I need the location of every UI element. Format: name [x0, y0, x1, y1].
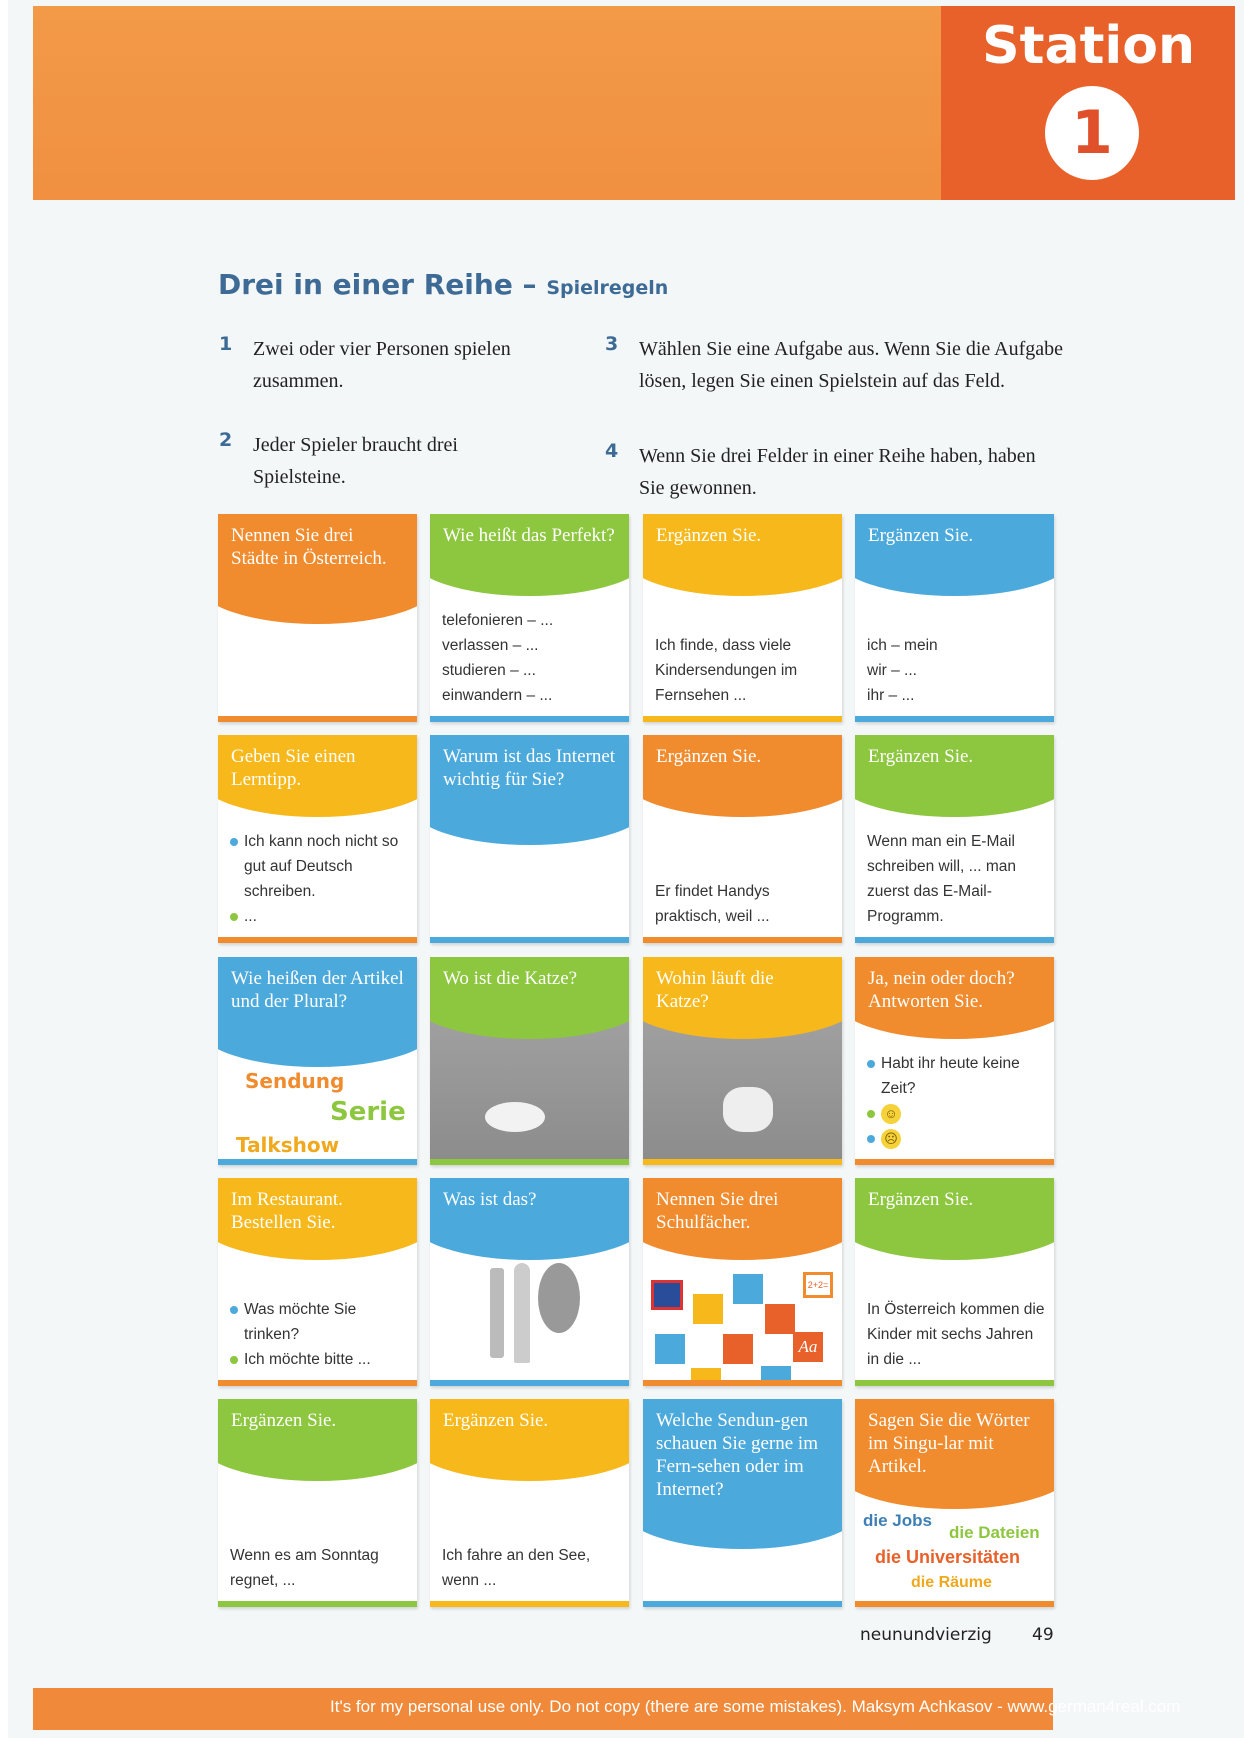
card-text: Was möchte Sie trinken? — [244, 1301, 357, 1343]
card-task: Welche Sendun-gen schauen Sie gerne im Fern-sehen oder im Internet? — [643, 1399, 842, 1549]
card-task: Was ist das? — [430, 1178, 629, 1260]
game-card[interactable] — [643, 957, 842, 1165]
station-number: 1 — [1045, 86, 1139, 180]
game-card[interactable] — [430, 514, 629, 722]
game-card[interactable] — [430, 735, 629, 943]
bullet-icon — [867, 1110, 875, 1118]
card-task: Ergänzen Sie. — [643, 735, 842, 817]
card-task: Nennen Sie drei Schulfächer. — [643, 1178, 842, 1260]
card-line: ihr – ... — [867, 687, 915, 704]
game-card[interactable] — [855, 957, 1054, 1165]
word-universitaeten: die Universitäten — [875, 1547, 1021, 1567]
card-stripe — [643, 1380, 842, 1386]
game-card[interactable] — [430, 1399, 629, 1607]
rule-number: 1 — [219, 333, 233, 355]
game-card[interactable] — [643, 735, 842, 943]
game-card[interactable] — [643, 1399, 842, 1607]
game-card[interactable] — [218, 1399, 417, 1607]
watermark-text: It's for my personal use only. Do not copy (there are some mistakes). Maksym Achkasov - www.german4real.com — [330, 1697, 1181, 1716]
card-stripe — [855, 1159, 1054, 1165]
card-stripe — [643, 1159, 842, 1165]
bullet-icon — [230, 1306, 238, 1314]
card-task: Warum ist das Internet wichtig für Sie? — [430, 735, 629, 845]
card-line: ich – mein — [867, 637, 938, 654]
card-task: Nennen Sie drei Städte in Österreich. — [218, 514, 417, 624]
word-sendung: Sendung — [245, 1069, 345, 1093]
card-text: Er findet Handys praktisch, weil ... — [655, 883, 770, 925]
game-card[interactable] — [430, 957, 629, 1165]
card-task: Ergänzen Sie. — [855, 735, 1054, 817]
card-line: verlassen – ... — [442, 637, 539, 654]
card-stripe — [855, 1380, 1054, 1386]
card-task: Wohin läuft die Katze? — [643, 957, 842, 1039]
card-task: Wie heißt das Perfekt? — [430, 514, 629, 596]
card-task: Sagen Sie die Wörter im Singu-lar mit Artikel. — [855, 1399, 1054, 1509]
bullet-icon — [230, 1356, 238, 1364]
card-stripe — [430, 937, 629, 943]
bullet-icon — [230, 838, 238, 846]
card-task: Ergänzen Sie. — [855, 514, 1054, 596]
card-stripe — [218, 937, 417, 943]
word-dateien: die Dateien — [949, 1523, 1040, 1542]
card-stripe — [643, 1601, 842, 1607]
card-task: Wie heißen der Artikel und der Plural? — [218, 957, 417, 1067]
card-stripe — [855, 716, 1054, 722]
game-card[interactable] — [855, 735, 1054, 943]
rule-number: 3 — [605, 333, 619, 355]
word-jobs: die Jobs — [863, 1511, 932, 1530]
language-icon: Aa — [793, 1332, 823, 1362]
rule-number: 4 — [605, 440, 619, 462]
rule-4 — [605, 440, 1059, 504]
rule-text: Jeder Spieler braucht drei Spielsteine. — [253, 434, 458, 488]
rule-1 — [219, 333, 563, 397]
card-line: wir – ... — [867, 662, 917, 679]
game-card[interactable] — [855, 1399, 1054, 1607]
game-card[interactable] — [218, 514, 417, 722]
game-card[interactable] — [855, 1178, 1054, 1386]
bullet-icon — [867, 1135, 875, 1143]
card-text: Wenn es am Sonntag regnet, ... — [230, 1547, 379, 1589]
card-text: Ich kann noch nicht so gut auf Deutsch schreiben. — [244, 833, 399, 900]
card-line: einwandern – ... — [442, 687, 553, 704]
rule-text: Wählen Sie eine Aufgabe aus. Wenn Sie die Aufgabe lösen, legen Sie einen Spielstein auf das Feld. — [639, 338, 1064, 392]
card-text: In Österreich kommen die Kinder mit sechs Jahren in die ... — [867, 1301, 1045, 1368]
word-raeume: die Räume — [911, 1574, 992, 1591]
card-task: Ergänzen Sie. — [855, 1178, 1054, 1260]
card-stripe — [218, 1601, 417, 1607]
card-line: studieren – ... — [442, 662, 536, 679]
card-stripe — [643, 716, 842, 722]
game-card[interactable] — [218, 1178, 417, 1386]
rule-number: 2 — [219, 429, 233, 451]
rule-text: Wenn Sie drei Felder in einer Reihe haben, haben Sie gewonnen. — [639, 445, 1036, 499]
page-number-word: neunundvierzig — [860, 1625, 992, 1645]
card-text: Ich fahre an den See, wenn ... — [442, 1547, 591, 1589]
bullet-icon — [230, 913, 238, 921]
card-stripe — [855, 1601, 1054, 1607]
card-text: Habt ihr heute keine Zeit? — [881, 1055, 1020, 1097]
word-talkshow: Talkshow — [236, 1133, 340, 1157]
rule-3 — [605, 333, 1079, 397]
card-text: ... — [244, 908, 257, 925]
title-sub: Spielregeln — [546, 277, 669, 299]
card-line: telefonieren – ... — [442, 612, 554, 629]
card-stripe — [855, 937, 1054, 943]
page-number: 49 — [1032, 1625, 1054, 1645]
word-serie: Serie — [330, 1097, 406, 1127]
card-text: Ich finde, dass viele Kindersendungen im Fernsehen ... — [655, 637, 798, 704]
card-stripe — [430, 716, 629, 722]
rule-2 — [219, 429, 513, 493]
card-stripe — [430, 1380, 629, 1386]
card-task: Ja, nein oder doch? Antworten Sie. — [855, 957, 1054, 1039]
card-task: Ergänzen Sie. — [218, 1399, 417, 1481]
math-icon: 2+2= — [803, 1272, 833, 1298]
station-label: Station — [982, 16, 1195, 76]
game-card[interactable] — [218, 957, 417, 1165]
card-stripe — [430, 1159, 629, 1165]
game-card[interactable] — [643, 1178, 842, 1386]
card-stripe — [218, 1380, 417, 1386]
title-main: Drei in einer Reihe – — [218, 268, 537, 301]
rule-text: Zwei oder vier Personen spielen zusammen. — [253, 338, 511, 392]
game-card[interactable] — [855, 514, 1054, 722]
card-stripe — [218, 1159, 417, 1165]
smiley-sad-icon: ☹ — [881, 1129, 901, 1149]
card-text: Wenn man ein E-Mail schreiben will, ... man zuerst das E-Mail-Programm. — [867, 833, 1017, 925]
game-card[interactable] — [218, 735, 417, 943]
card-task: Ergänzen Sie. — [643, 514, 842, 596]
smiley-happy-icon: ☺ — [881, 1104, 901, 1124]
game-card[interactable] — [430, 1178, 629, 1386]
card-task: Im Restaurant. Bestellen Sie. — [218, 1178, 417, 1260]
game-card[interactable] — [643, 514, 842, 722]
bullet-icon — [867, 1060, 875, 1068]
card-text: Ich möchte bitte ... — [244, 1351, 371, 1368]
card-stripe — [218, 716, 417, 722]
card-stripe — [643, 937, 842, 943]
card-task: Geben Sie einen Lerntipp. — [218, 735, 417, 817]
station-badge — [941, 6, 1235, 200]
card-task: Wo ist die Katze? — [430, 957, 629, 1039]
card-task: Ergänzen Sie. — [430, 1399, 629, 1481]
card-stripe — [430, 1601, 629, 1607]
page-title — [218, 268, 668, 301]
